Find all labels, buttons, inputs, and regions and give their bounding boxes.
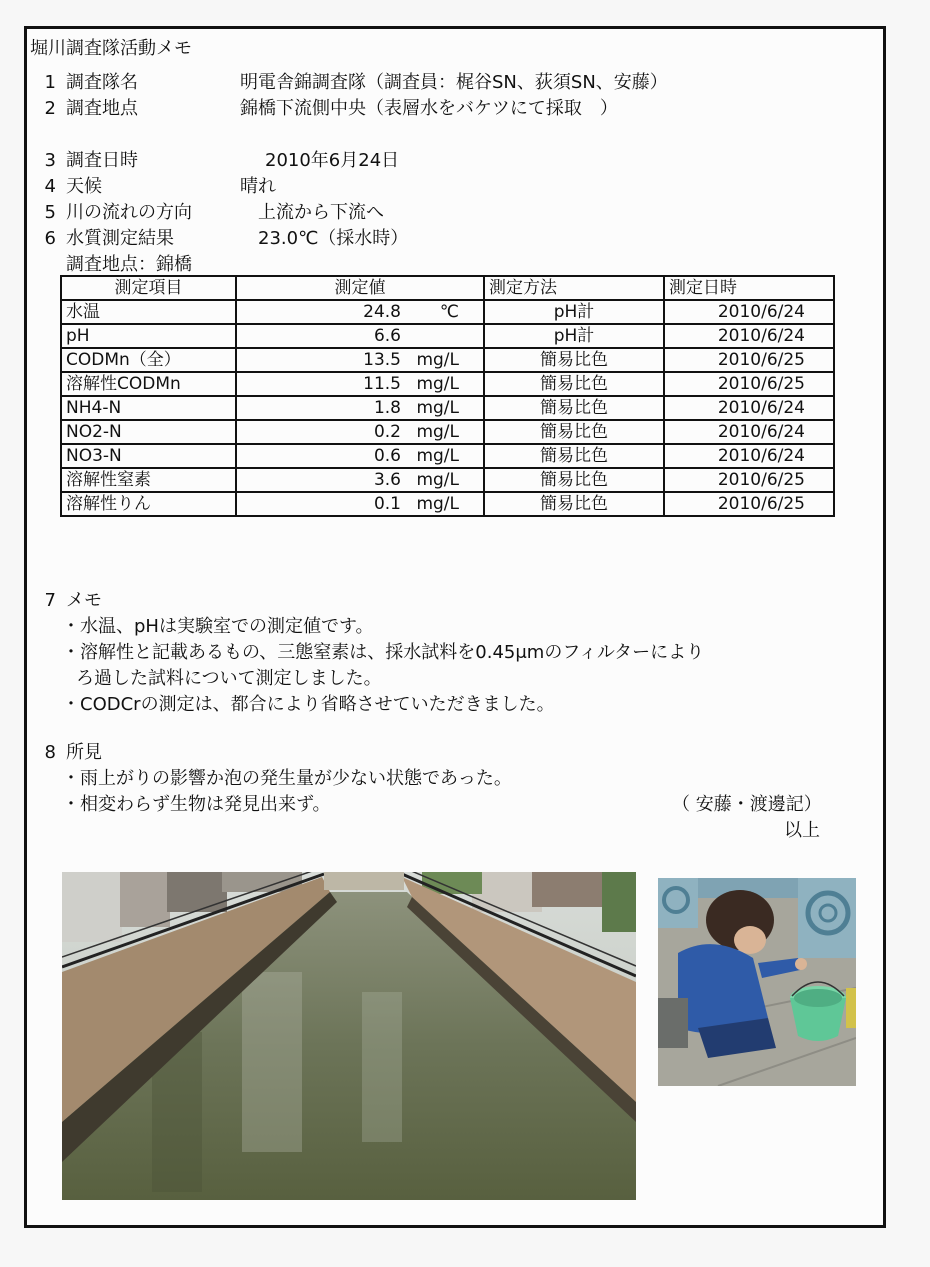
cell-date: 2010/6/24 — [664, 300, 834, 324]
cell-value — [236, 372, 484, 396]
item-2 — [42, 98, 618, 120]
value-number: 0.2 — [373, 421, 401, 442]
value-unit: mg/L — [416, 445, 459, 466]
item-label: 調査日時 — [66, 150, 138, 171]
table-row — [61, 444, 834, 468]
cell-item: CODMn（全） — [61, 348, 236, 372]
end-mark: 以上 — [784, 820, 820, 841]
value-number: 3.6 — [373, 469, 401, 490]
cell-item: 水温 — [61, 300, 236, 324]
item-label: 水質測定結果 — [66, 228, 174, 249]
location-label: 調査地点：錦橋 — [66, 254, 192, 275]
sampling-photo — [658, 878, 856, 1086]
value-number: 24.8 — [363, 301, 401, 322]
item-value: 23.0℃（採水時） — [258, 228, 409, 249]
item-label: 川の流れの方向 — [66, 202, 192, 223]
table-header-row — [61, 276, 834, 300]
cell-method: 簡易比色 — [484, 468, 664, 492]
cell-item: 溶解性CODMn — [61, 372, 236, 396]
cell-value — [236, 348, 484, 372]
cell-value — [236, 468, 484, 492]
memo-line: ・CODCrの測定は、都合により省略させていただきました。 — [62, 694, 555, 715]
cell-method: 簡易比色 — [484, 444, 664, 468]
cell-date: 2010/6/24 — [664, 396, 834, 420]
memo-heading — [42, 590, 102, 612]
value-number: 6.6 — [373, 325, 401, 346]
value-unit: mg/L — [416, 469, 459, 490]
cell-method: pH計 — [484, 300, 664, 324]
cell-item: 溶解性窒素 — [61, 468, 236, 492]
item-value: 2010年6月24日 — [265, 150, 400, 171]
memo-number: 7 — [44, 590, 56, 611]
item-1 — [42, 72, 668, 94]
cell-date: 2010/6/25 — [664, 348, 834, 372]
cell-date: 2010/6/25 — [664, 468, 834, 492]
table-row — [61, 396, 834, 420]
memo-line: ・水温、pHは実験室での測定値です。 — [62, 616, 374, 637]
cell-item: 溶解性りん — [61, 492, 236, 516]
item-4 — [42, 176, 276, 198]
item-label: 調査隊名 — [66, 72, 138, 93]
findings-heading — [42, 742, 102, 764]
cell-date: 2010/6/24 — [664, 444, 834, 468]
item-label: 調査地点 — [66, 98, 138, 119]
findings-line: ・相変わらず生物は発見出来ず。 — [62, 794, 331, 815]
item-number: 5 — [44, 202, 56, 223]
value-number: 0.1 — [373, 493, 401, 514]
item-number: 3 — [44, 150, 56, 171]
item-value: 明電舎錦調査隊（調査員：梶谷SN、荻須SN、安藤） — [240, 72, 668, 93]
cell-item: NO3-N — [61, 444, 236, 468]
table-row — [61, 372, 834, 396]
measurement-table — [60, 275, 835, 517]
table-row — [61, 492, 834, 516]
author-note: （ 安藤・渡邊記） — [672, 794, 822, 815]
value-number: 0.6 — [373, 445, 401, 466]
findings-heading-text: 所見 — [66, 742, 102, 763]
item-number: 1 — [44, 72, 56, 93]
table-row — [61, 300, 834, 324]
item-number: 4 — [44, 176, 56, 197]
cell-method: 簡易比色 — [484, 348, 664, 372]
header-method: 測定方法 — [484, 276, 664, 300]
cell-item: NO2-N — [61, 420, 236, 444]
cell-date: 2010/6/25 — [664, 372, 834, 396]
item-label: 天候 — [66, 176, 102, 197]
cell-date: 2010/6/25 — [664, 492, 834, 516]
findings-line: ・雨上がりの影響か泡の発生量が少ない状態であった。 — [62, 768, 512, 789]
item-3 — [42, 150, 400, 172]
memo-heading-text: メモ — [66, 590, 102, 611]
memo-line: ろ過した試料について測定しました。 — [76, 668, 382, 689]
header-value: 測定値 — [236, 276, 484, 300]
cell-value — [236, 444, 484, 468]
cell-item: NH4-N — [61, 396, 236, 420]
cell-date: 2010/6/24 — [664, 324, 834, 348]
table-row — [61, 348, 834, 372]
cell-method: 簡易比色 — [484, 396, 664, 420]
cell-value — [236, 324, 484, 348]
table-row — [61, 420, 834, 444]
value-number: 1.8 — [373, 397, 401, 418]
value-unit: mg/L — [416, 421, 459, 442]
cell-method: 簡易比色 — [484, 492, 664, 516]
cell-value — [236, 420, 484, 444]
value-number: 11.5 — [363, 373, 401, 394]
item-value: 上流から下流へ — [258, 202, 384, 223]
value-number: 13.5 — [363, 349, 401, 370]
cell-method: pH計 — [484, 324, 664, 348]
item-number: 2 — [44, 98, 56, 119]
header-date: 測定日時 — [664, 276, 834, 300]
item-number: 6 — [44, 228, 56, 249]
header-item: 測定項目 — [61, 276, 236, 300]
value-unit: mg/L — [416, 397, 459, 418]
cell-value — [236, 396, 484, 420]
cell-value — [236, 300, 484, 324]
item-6 — [42, 228, 409, 250]
value-unit: mg/L — [416, 373, 459, 394]
findings-number: 8 — [44, 742, 56, 763]
value-unit: ℃ — [439, 301, 459, 322]
table-row — [61, 468, 834, 492]
item-value: 晴れ — [240, 176, 276, 197]
cell-date: 2010/6/24 — [664, 420, 834, 444]
value-unit: mg/L — [416, 349, 459, 370]
item-5 — [42, 202, 384, 224]
item-value: 錦橋下流側中央（表層水をバケツにて採取 ） — [240, 98, 618, 119]
cell-method: 簡易比色 — [484, 372, 664, 396]
memo-line: ・溶解性と記載あるもの、三態窒素は、採水試料を0.45μmのフィルターにより — [62, 642, 705, 663]
value-unit: mg/L — [416, 493, 459, 514]
canal-photo — [62, 872, 636, 1200]
cell-item: pH — [61, 324, 236, 348]
cell-method: 簡易比色 — [484, 420, 664, 444]
document-title: 堀川調査隊活動メモ — [30, 38, 192, 59]
cell-value — [236, 492, 484, 516]
table-row — [61, 324, 834, 348]
